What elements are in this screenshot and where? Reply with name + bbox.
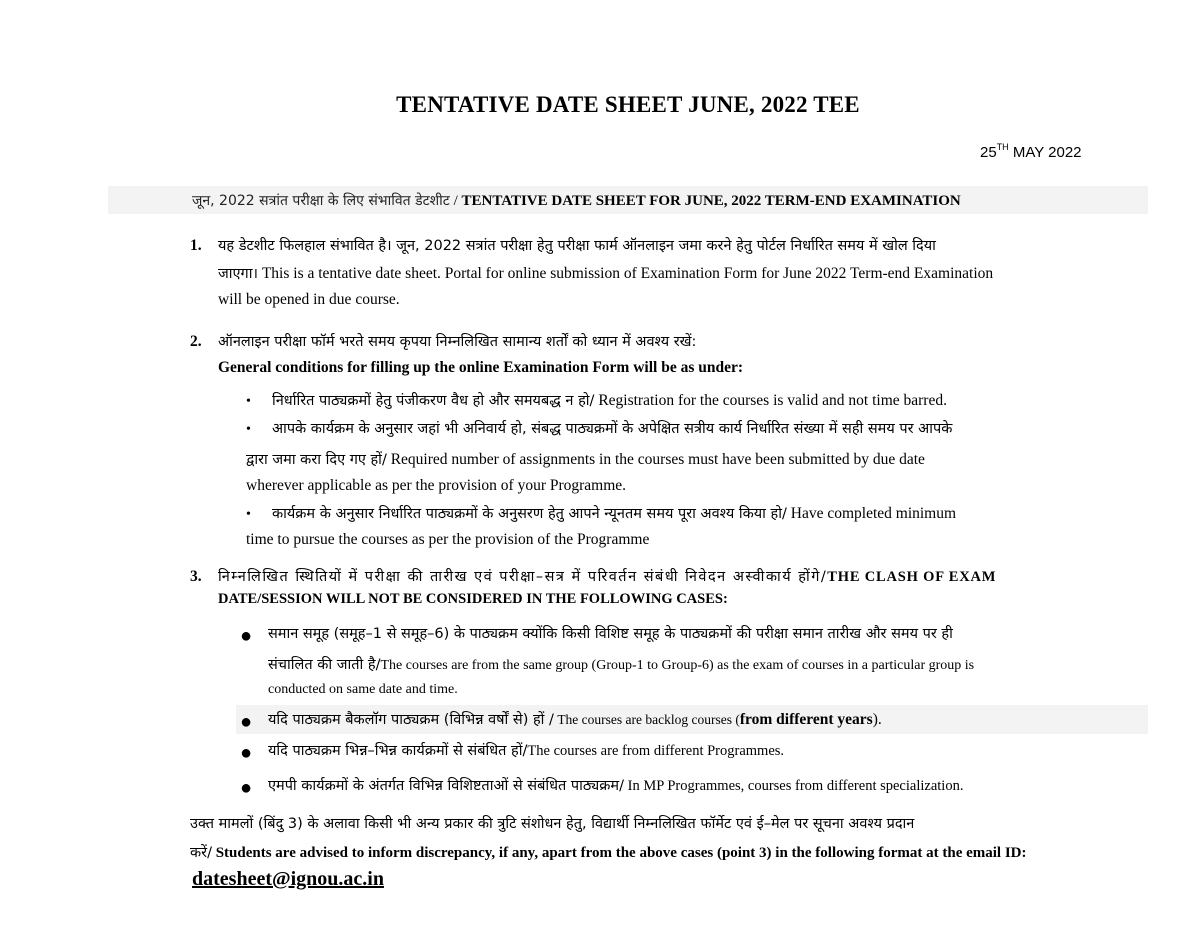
- email-link[interactable]: datesheet@ignou.ac.in: [192, 868, 384, 890]
- item-3-bullet-1-line-2: [268, 652, 974, 680]
- item-3-english-a: THE CLASH OF EXAM: [827, 569, 997, 585]
- item-2-bullet-2-line-3: wherever applicable as per the provision of your Programme.: [246, 477, 627, 494]
- item-2-bullet-2-line-2-english: Required number of assignments in the courses must have been submitted by due date: [386, 451, 925, 468]
- item-1-line-1: [218, 233, 936, 260]
- item-3-bullet-1-line-2-english: The courses are from the same group (Group-1 to Group-6) as the exam of courses in a particular group is: [380, 658, 975, 673]
- item-3-hindi: निम्नलिखित स्थितियों में परीक्षा की तारीख एवं परीक्षा–सत्र में परिवर्तन संबंधी निवेदन अस्वीकार्य होंगे/: [218, 569, 828, 585]
- footer-line-2: [190, 840, 1027, 867]
- item-2-bullet-2-line-2: [246, 447, 925, 474]
- document-date: [980, 144, 1082, 161]
- footer-hindi-1: उक्त मामलों (बिंदु 3) के अलावा किसी भी अन्य प्रकार की त्रुटि संशोधन हेतु, विद्यार्थी निम्नलिखित फॉर्मेट एवं ई–मेल पर सूचना अवश्य प्रदान: [190, 816, 915, 832]
- subtitle-english: TENTATIVE DATE SHEET FOR JUNE, 2022 TERM-END EXAMINATION: [461, 193, 961, 209]
- item-3-bullet-2-marker: ●: [240, 711, 253, 733]
- item-2-bullet-2-hindi: आपके कार्यक्रम के अनुसार जहां भी अनिवार्य हो, संबद्ध पाठ्यक्रमों के अपेक्षित सत्रीय कार्य निर्धारित संख्या में सही समय पर आपके: [272, 421, 953, 437]
- item-1-line-2-hindi: जाएगा।: [218, 266, 258, 282]
- item-3-number: 3.: [190, 568, 202, 585]
- footer-line-1: [190, 811, 914, 838]
- item-2-bullet-1-hindi: निर्धारित पाठ्यक्रमों हेतु पंजीकरण वैध हो और समयबद्ध न हो/: [272, 393, 595, 409]
- item-2-bullet-1: [272, 388, 947, 415]
- item-3-bullet-2-english: The courses are backlog courses (: [553, 712, 740, 727]
- item-3-bullet-1-marker: ●: [240, 625, 253, 647]
- item-3-bullet-3: [268, 738, 784, 765]
- item-1-line-3: will be opened in due course.: [218, 291, 400, 308]
- item-3-bullet-1-line-1: [268, 621, 953, 648]
- item-3-bullet-4-marker: ●: [240, 777, 253, 799]
- item-3-bullet-2-english-bold: from different years: [739, 711, 873, 728]
- item-2-bullet-1-english: Registration for the courses is valid and not time barred.: [594, 392, 947, 409]
- subtitle-separator: /: [449, 193, 462, 209]
- document-title: TENTATIVE DATE SHEET JUNE, 2022 TEE: [396, 92, 860, 117]
- date-day: 25: [980, 144, 997, 161]
- item-3-bullet-3-marker: ●: [240, 742, 253, 764]
- item-3-bullet-3-hindi: यदि पाठ्यक्रम भिन्न–भिन्न कार्यक्रमों से संबंधित हों/: [268, 743, 528, 759]
- item-3-bullet-4-english: In MP Programmes, courses from different specialization.: [623, 778, 964, 794]
- item-2-bullet-3-marker: •: [246, 507, 251, 522]
- item-2-number: 2.: [190, 333, 202, 350]
- item-2-hindi: [218, 329, 696, 356]
- item-2-bullet-2-line-1: [272, 416, 952, 443]
- subtitle-hindi: जून, 2022 सत्रांत परीक्षा के लिए संभावित डेटशीट: [192, 193, 450, 209]
- footer-hindi-2: करें/: [190, 845, 212, 861]
- item-2-bullet-3-hindi: कार्यक्रम के अनुसार निर्धारित पाठ्यक्रमों के अनुसरण हेतु आपने न्यूनतम समय पूरा अवश्य किया हो/: [272, 506, 787, 522]
- item-3-bullet-1-line-2-hindi: संचालित की जाती है/: [268, 657, 381, 673]
- subtitle: [192, 191, 961, 210]
- item-3-bullet-2: [268, 707, 882, 734]
- item-3-bullet-3-english: The courses are from different Programmes.: [527, 743, 785, 759]
- item-2-bullet-2-line-2-hindi: द्वारा जमा करा दिए गए हों/: [246, 452, 387, 468]
- item-1-hindi: यह डेटशीट फिलहाल संभावित है। जून, 2022 सत्रांत परीक्षा हेतु परीक्षा फार्म ऑनलाइन जमा करने हेतु पोर्टल निर्धारित समय में खोल दिया: [218, 238, 936, 254]
- item-2-bullet-1-marker: •: [246, 394, 251, 409]
- date-rest: MAY 2022: [1012, 144, 1082, 161]
- item-3-bullet-4-hindi: एमपी कार्यक्रमों के अंतर्गत विभिन्न विशिष्टताओं से संबंधित पाठ्यक्रम/: [268, 778, 624, 794]
- item-1-line-2: [218, 261, 993, 288]
- item-2-bullet-3-line-1: [272, 501, 956, 528]
- item-3-bullet-2-english-end: ).: [872, 711, 882, 728]
- item-3-bullet-1-hindi: समान समूह (समूह–1 से समूह–6) के पाठ्यक्रम क्योंकि किसी विशिष्ट समूह के पाठ्यक्रमों की परीक्षा समान तारीख और समय पर ही: [268, 626, 953, 642]
- item-3-bullet-4: [268, 773, 963, 800]
- item-2-bullet-2-marker: •: [246, 422, 251, 437]
- item-2-english: General conditions for filling up the online Examination Form will be as under:: [218, 359, 744, 376]
- item-2-bullet-3-english: Have completed minimum: [786, 505, 957, 522]
- date-superscript: TH: [996, 142, 1009, 152]
- item-3-bullet-1-line-3: conducted on same date and time.: [268, 682, 458, 697]
- item-1-line-2-english: This is a tentative date sheet. Portal for online submission of Examination Form for June 2022 Term-end Examination: [257, 265, 994, 282]
- footer-english: Students are advised to inform discrepancy, if any, apart from the above cases (point 3) in the following format at the email ID:: [211, 845, 1027, 861]
- item-1-number: 1.: [190, 237, 202, 254]
- item-3-bullet-2-hindi: यदि पाठ्यक्रम बैकलॉग पाठ्यक्रम (विभिन्न वर्षों से) हों /: [268, 712, 554, 728]
- item-2-bullet-3-line-2: time to pursue the courses as per the provision of the Programme: [246, 531, 650, 548]
- item-2-hindi-text: ऑनलाइन परीक्षा फॉर्म भरते समय कृपया निम्नलिखित सामान्य शर्तों को ध्यान में अवश्य रखें:: [218, 334, 697, 350]
- item-3-english-b: DATE/SESSION WILL NOT BE CONSIDERED IN THE FOLLOWING CASES:: [218, 591, 728, 607]
